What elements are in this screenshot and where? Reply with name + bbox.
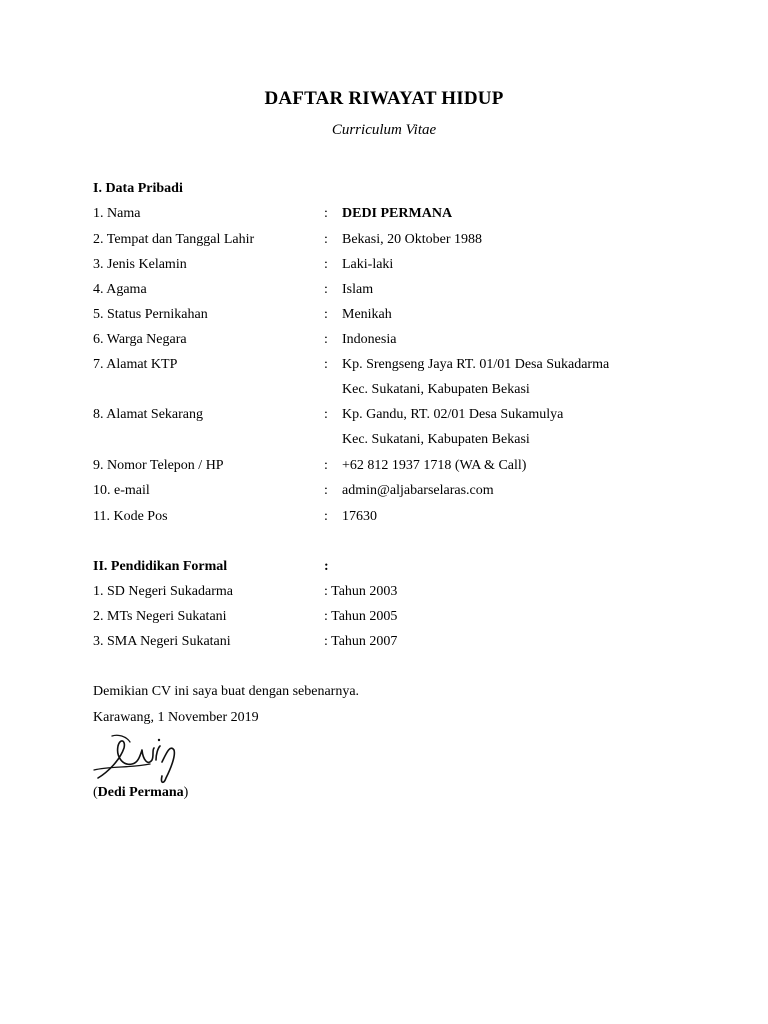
row-value-line2: Kec. Sukatani, Kabupaten Bekasi <box>342 382 530 397</box>
row-label: 8. Alamat Sekarang <box>93 407 204 422</box>
place-date: Karawang, 1 November 2019 <box>93 710 259 725</box>
row-value: DEDI PERMANA <box>342 206 453 221</box>
row-label: 4. Agama <box>93 282 147 297</box>
row-label: 10. e-mail <box>93 483 150 498</box>
handwritten-signature-icon <box>90 730 190 790</box>
section1-heading: I. Data Pribadi <box>93 181 183 196</box>
row-colon: : <box>324 509 328 524</box>
row-colon: : <box>324 407 328 422</box>
row-label: 11. Kode Pos <box>93 509 168 524</box>
row-colon: : <box>324 206 328 221</box>
row-colon: : <box>324 458 328 473</box>
row-colon: : <box>324 232 328 247</box>
paren-open: ( <box>93 785 98 800</box>
document-title: DAFTAR RIWAYAT HIDUP <box>264 88 504 109</box>
row-value: Bekasi, 20 Oktober 1988 <box>342 232 482 247</box>
row-value: Kp. Gandu, RT. 02/01 Desa Sukamulya <box>342 407 564 422</box>
closing-statement: Demikian CV ini saya buat dengan sebenarnya. <box>93 684 360 699</box>
row-label: 9. Nomor Telepon / HP <box>93 458 224 473</box>
row-label: 6. Warga Negara <box>93 332 187 347</box>
row-label: 1. Nama <box>93 206 141 221</box>
education-school: 2. MTs Negeri Sukatani <box>93 609 227 624</box>
education-year: : Tahun 2003 <box>324 584 398 599</box>
row-colon: : <box>324 257 328 272</box>
row-label: 2. Tempat dan Tanggal Lahir <box>93 232 255 247</box>
row-label: 7. Alamat KTP <box>93 357 178 372</box>
row-value: Menikah <box>342 307 392 322</box>
education-year: : Tahun 2005 <box>324 609 398 624</box>
signature-name: Dedi Permana <box>97 785 184 800</box>
education-school: 3. SMA Negeri Sukatani <box>93 634 231 649</box>
row-label: 5. Status Pernikahan <box>93 307 208 322</box>
row-value-line2: Kec. Sukatani, Kabupaten Bekasi <box>342 432 530 447</box>
document-subtitle: Curriculum Vitae <box>331 122 437 138</box>
row-colon: : <box>324 307 328 322</box>
section2-heading: II. Pendidikan Formal <box>93 559 228 574</box>
signature-name-line <box>93 784 188 802</box>
paren-close: ) <box>183 785 189 800</box>
row-colon: : <box>324 282 328 297</box>
education-school: 1. SD Negeri Sukadarma <box>93 584 233 599</box>
row-value: Islam <box>342 282 374 297</box>
row-value: Kp. Srengseng Jaya RT. 01/01 Desa Sukadarma <box>342 357 610 372</box>
education-year: : Tahun 2007 <box>324 634 398 649</box>
row-value: admin@aljabarselaras.com <box>342 483 494 498</box>
row-colon: : <box>324 483 328 498</box>
section2-colon: : <box>324 559 329 574</box>
row-value: 17630 <box>342 509 377 524</box>
row-colon: : <box>324 357 328 372</box>
row-value: Laki-laki <box>342 257 394 272</box>
row-colon: : <box>324 332 328 347</box>
row-label: 3. Jenis Kelamin <box>93 257 187 272</box>
row-value: +62 812 1937 1718 (WA & Call) <box>342 458 527 473</box>
row-value: Indonesia <box>342 332 397 347</box>
